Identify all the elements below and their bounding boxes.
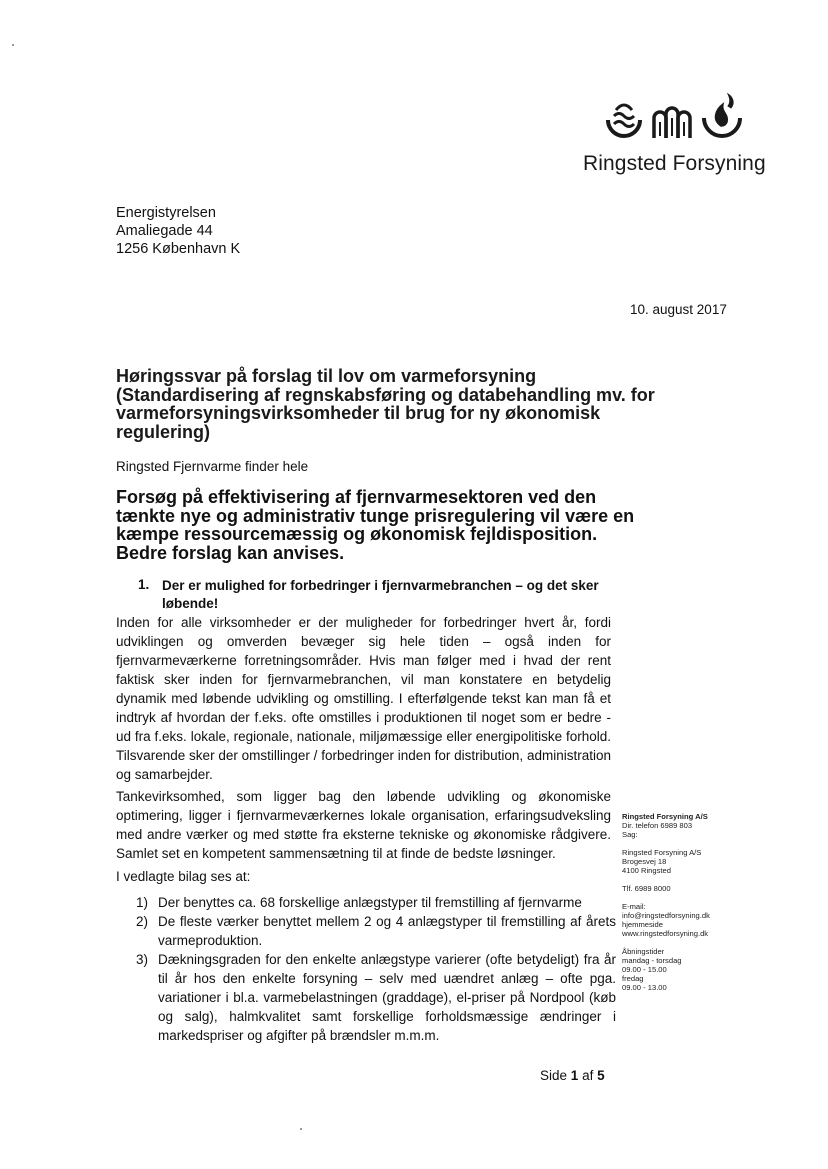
sidebar-web: www.ringstedforsyning.dk <box>622 929 709 938</box>
recipient-address <box>116 204 240 258</box>
list-item-text: Der benyttes ca. 68 forskellige anlægstyper til fremstilling af fjernvarme <box>158 895 582 910</box>
list-item-number: 1) <box>136 895 149 910</box>
sidebar-hours1-days: mandag - torsdag <box>622 956 682 965</box>
list-item <box>116 950 616 1045</box>
sidebar-case: Sag: <box>622 830 638 839</box>
list-item-number: 3) <box>136 952 149 967</box>
sidebar-hours2-days: fredag <box>622 974 644 983</box>
sidebar-hours-label: Åbningstider <box>622 947 665 956</box>
sidebar-address-street: Brogesvej 18 <box>622 857 667 866</box>
logo-text: Ringsted Forsyning <box>583 152 766 175</box>
page-current: 1 <box>570 1068 579 1083</box>
recipient-street: Amaliegade 44 <box>116 223 213 239</box>
intro-line: Ringsted Fjernvarme finder hele <box>116 459 309 474</box>
recipient-name: Energistyrelsen <box>116 205 216 221</box>
list-item-number: 2) <box>136 914 149 929</box>
sidebar-direct-phone: Dir. telefon 6989 803 <box>622 821 693 830</box>
letter-heading: Høringssvar på forslag til lov om varmeforsyning (Standardisering af regnskabsføring og databehandling mv. for varmeforsyningsvirksomheder til brug for ny økonomisk regulering) <box>116 366 655 442</box>
section-number: 1. <box>138 577 150 592</box>
body-paragraph: Inden for alle virksomheder er der muligheder for forbedringer hvert år, fordi udviklingen og omverden bevæger sig hele tiden – også inden for fjernvarmeværkerne forretningsområder. Hvis man følger med i hvad der rent faktisk sker inden for fjernvarmebranchen, vil man konstatere en betydelig dynamik med løbende udvikling og omstilling. I efterfølgende tekst kan man få et indtryk af hvordan der f.eks. ofte omstilles i produktionen til noget som er bedre - ud fra f.eks. lokale, regionale, nationale, miljømæssige eller energipolitiske forhold. Tilsvarende sker der omstillinger / forbedringer inden for distribution, administration og samarbejder. <box>116 615 611 782</box>
sidebar-address-city: 4100 Ringsted <box>622 866 671 875</box>
key-statement: Forsøg på effektivisering af fjernvarmesektoren ved den tænkte nye og administrativ tunge prisregulering vil være en kæmpe ressourcemæssig og økonomisk fejldisposition. Bedre forslag kan anvises. <box>116 487 635 563</box>
heat-radiator-icon <box>654 108 690 138</box>
page-of: af <box>582 1068 594 1083</box>
page-total: 5 <box>597 1068 605 1083</box>
sidebar-phone: Tlf. 6989 8000 <box>622 884 671 893</box>
recipient-city: 1256 København K <box>116 241 241 257</box>
scan-speck <box>12 44 14 46</box>
sidebar-email: info@ringstedforsyning.dk <box>622 911 710 920</box>
contact-sidebar <box>622 812 742 1001</box>
letter-date: 10. august 2017 <box>630 302 727 317</box>
page-prefix: Side <box>540 1068 568 1083</box>
list-item <box>116 912 616 950</box>
body-paragraph: I vedlagte bilag ses at: <box>116 869 251 884</box>
page-number <box>540 1068 605 1083</box>
sidebar-web-label: hjemmeside <box>622 920 663 929</box>
sidebar-address-company: Ringsted Forsyning A/S <box>622 848 702 857</box>
sidebar-hours2-time: 09.00 - 13.00 <box>622 983 667 992</box>
section-title: Der er mulighed for forbedringer i fjernvarmebranchen – og det sker løbende! <box>162 578 599 611</box>
list-item-text: Dækningsgraden for den enkelte anlægstype varierer (ofte betydeligt) fra år til år hos den enkelte forsyning – selv med uændret anlæg – ofte pga. variationer i bl.a. varmebelastningen (graddage), el-priser på Nordpool (køb og salg), halmkvalitet samt forskellige forholdsmæssige ændringer i markedspriser og afgifter på brændsler m.m.m. <box>158 952 616 1043</box>
list-item-text: De fleste værker benyttet mellem 2 og 4 anlægstyper til fremstilling af årets varmeproduktion. <box>158 914 616 948</box>
list-item <box>116 893 616 912</box>
sidebar-company: Ringsted Forsyning A/S <box>622 812 708 821</box>
water-wave-icon <box>608 105 640 136</box>
body-paragraph: Tankevirksomhed, som ligger bag den løbende udvikling og økonomiske optimering, ligger i fjernvarmeværkernes lokale organisation, erfaringsudveksling med andre værker og med støtte fra eksterne tekniske og økonomiske rådgivere. Samlet set en kompetent sammensætning til at finde de bedste løsninger. <box>116 789 611 861</box>
scan-speck <box>300 1128 302 1130</box>
sidebar-hours1-time: 09.00 - 15.00 <box>622 965 667 974</box>
flame-icon <box>704 94 740 136</box>
sidebar-email-label: E-mail: <box>622 902 646 911</box>
ringsted-forsyning-logo <box>604 92 744 150</box>
bilag-list <box>116 893 616 1045</box>
